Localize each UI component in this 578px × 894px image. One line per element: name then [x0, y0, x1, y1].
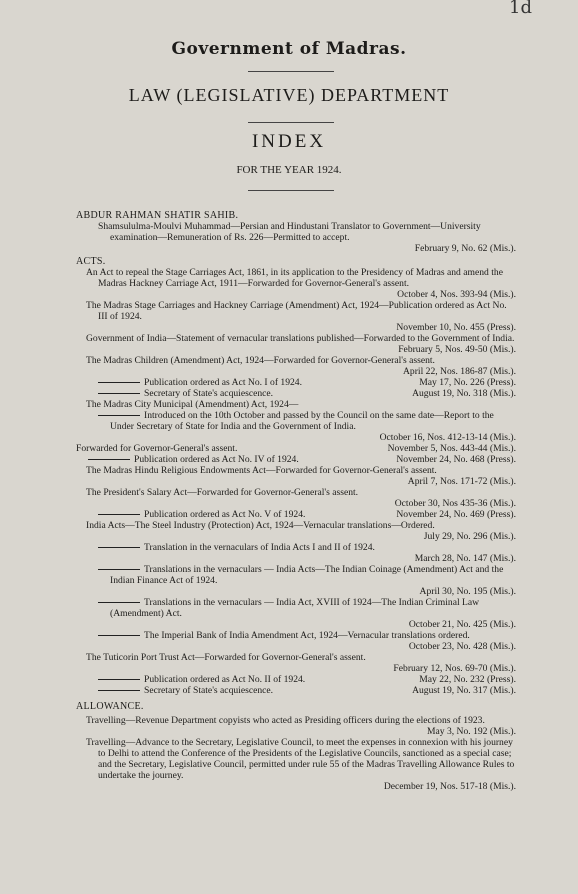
index-subentry: The Imperial Bank of India Amendment Act, 1924—Vernacular translations ordered.: [76, 630, 516, 641]
index-entry: The President's Salary Act—Forwarded for Governor-General's assent.: [86, 487, 359, 498]
index-subentry: Translations in the vernaculars — India Acts—The Indian Coinage (Amendment) Act and the Indian Finance Act of 1924.: [76, 564, 516, 586]
index-subentry: Publication ordered as Act No. I of 1924. May 17, No. 226 (Press).: [76, 377, 516, 388]
dash-rule: [98, 602, 140, 603]
entry-reference: October 16, Nos. 412-13-14 (Mis.).: [379, 432, 516, 443]
folio-number: 1d: [509, 0, 532, 18]
entry-reference: April 7, Nos. 171-72 (Mis.).: [407, 476, 516, 487]
dash-rule: [98, 547, 140, 548]
entry-reference: November 10, No. 455 (Press).: [396, 322, 516, 333]
entry-reference: November 24, No. 468 (Press).: [396, 454, 516, 465]
index-entry: The Tuticorin Port Trust Act—Forwarded for Governor-General's assent.: [86, 652, 366, 663]
entry-reference: October 30, Nos 435-36 (Mis.).: [394, 498, 516, 509]
index-body: [76, 208, 516, 792]
dash-rule: [98, 690, 140, 691]
entry-reference: October 4, Nos. 393-94 (Mis.).: [397, 289, 516, 300]
index-subentry: Forwarded for Governor-General's assent. November 5, Nos. 443-44 (Mis.).: [76, 443, 516, 454]
entry-reference: August 19, No. 318 (Mis.).: [412, 388, 516, 399]
index-subentry: Publication ordered as Act No. II of 1924. May 22, No. 232 (Press).: [76, 674, 516, 685]
index-entry: Government of India—Statement of vernacular translations published—Forwarded to the Government of India.: [86, 333, 515, 344]
index-subentry: Secretary of State's acquiescence. August 19, No. 318 (Mis.).: [76, 388, 516, 399]
divider: [248, 190, 334, 191]
entry-reference: February 5, Nos. 49-50 (Mis.).: [398, 344, 516, 355]
dash-rule: [98, 415, 140, 416]
index-subentry: Publication ordered as Act No. V of 1924. November 24, No. 469 (Press).: [76, 509, 516, 520]
entry-reference: February 9, No. 62 (Mis.).: [414, 243, 516, 254]
entry-reference: November 5, Nos. 443-44 (Mis.).: [387, 443, 516, 454]
entry-reference: March 28, No. 147 (Mis.).: [414, 553, 516, 564]
entry-reference: May 3, No. 192 (Mis.).: [426, 726, 516, 737]
entry-reference: May 17, No. 226 (Press).: [419, 377, 516, 388]
entry-reference: October 23, No. 428 (Mis.).: [408, 641, 516, 652]
dash-rule: [98, 679, 140, 680]
dash-rule: [98, 635, 140, 636]
index-subentry: Publication ordered as Act No. IV of 1924. November 24, No. 468 (Press).: [76, 454, 516, 465]
dash-rule: [98, 382, 140, 383]
year-line: FOR THE YEAR 1924.: [236, 164, 342, 176]
entry-reference: May 22, No. 232 (Press).: [419, 674, 516, 685]
dash-rule: [98, 393, 140, 394]
entry-reference: August 19, No. 317 (Mis.).: [412, 685, 516, 696]
index-subentry: Secretary of State's acquiescence. August 19, No. 317 (Mis.).: [76, 685, 516, 696]
index-subentry: Introduced on the 10th October and passed by the Council on the same date—Report to the Under Secretary of State for India and the Government of India.: [76, 410, 516, 432]
divider: [248, 122, 334, 123]
department-heading: LAW (LEGISLATIVE) DEPARTMENT: [128, 85, 450, 105]
entry-reference: April 22, Nos. 186-87 (Mis.).: [403, 366, 516, 377]
index-entry: India Acts—The Steel Industry (Protection) Act, 1924—Vernacular translations—Ordered.: [86, 520, 435, 531]
entry-reference: October 21, No. 425 (Mis.).: [408, 619, 516, 630]
entry-reference: November 24, No. 469 (Press).: [396, 509, 516, 520]
index-title: INDEX: [251, 131, 327, 152]
entry-reference: July 29, No. 296 (Mis.).: [423, 531, 516, 542]
government-heading: Government of Madras.: [171, 39, 407, 59]
dash-rule: [88, 459, 130, 460]
index-entry: Shamsululma-Moulvi Muhammad—Persian and Hindustani Translator to Government—University examination—Remuneration of Rs. 226—Permitted to accept.: [98, 221, 481, 243]
entry-reference: December 19, Nos. 517-18 (Mis.).: [383, 781, 516, 792]
dash-rule: [98, 569, 140, 570]
index-entry: The Madras City Municipal (Amendment) Act, 1924—: [86, 399, 299, 410]
index-entry: Travelling—Advance to the Secretary, Legislative Council, to meet the expenses in connexion with his journey to Delhi to attend the Conference of the Presidents of the Legislative Councils, sanctioned as a special case; and the Secretary, Legislative Council, permitted under rule 55 of the Madras Travelling Allowance Rules to undertake the journey.: [86, 737, 515, 781]
index-entry: The Madras Stage Carriages and Hackney Carriage (Amendment) Act, 1924—Publication ordered as Act No. III of 1924.: [86, 300, 507, 322]
section-heading: ACTS.: [76, 256, 106, 267]
index-subentry: Translation in the vernaculars of India Acts I and II of 1924.: [76, 542, 516, 553]
index-entry: Travelling—Revenue Department copyists who acted as Presiding officers during the elections of 1923.: [86, 715, 485, 726]
index-entry: The Madras Hindu Religious Endowments Act—Forwarded for Governor-General's assent.: [86, 465, 437, 476]
index-entry: An Act to repeal the Stage Carriages Act, 1861, in its application to the Presidency of Madras and amend the Madras Hackney Carriage Act, 1911—Forwarded for Governor-General's assent.: [86, 267, 503, 289]
divider: [248, 71, 334, 72]
index-entry: The Madras Children (Amendment) Act, 1924—Forwarded for Governor-General's assent.: [86, 355, 435, 366]
dash-rule: [98, 514, 140, 515]
entry-reference: April 30, No. 195 (Mis.).: [419, 586, 516, 597]
index-subentry: Translations in the vernaculars — India Act, XVIII of 1924—The Indian Criminal Law (Amendment) Act.: [76, 597, 516, 619]
section-heading: ALLOWANCE.: [76, 701, 144, 712]
entry-reference: February 12, Nos. 69-70 (Mis.).: [393, 663, 516, 674]
section-heading: ABDUR RAHMAN SHATIR SAHIB.: [76, 210, 239, 221]
